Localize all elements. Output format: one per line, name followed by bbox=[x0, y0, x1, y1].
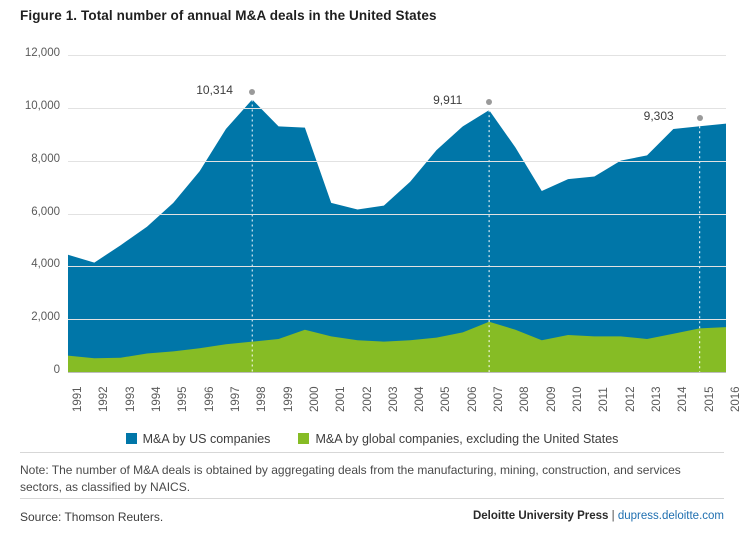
x-axis-tick-label: 2002 bbox=[361, 386, 374, 412]
gridline bbox=[68, 214, 726, 215]
gridline bbox=[68, 319, 726, 320]
x-axis-tick-label: 1996 bbox=[203, 386, 216, 412]
annotation-marker bbox=[249, 89, 255, 95]
gridline bbox=[68, 161, 726, 162]
x-axis-tick-label: 2001 bbox=[335, 386, 348, 412]
x-axis-tick-label: 2004 bbox=[414, 386, 427, 412]
x-axis-tick-label: 2003 bbox=[387, 386, 400, 412]
legend-label: M&A by US companies bbox=[142, 432, 271, 446]
area-series-us-companies bbox=[68, 100, 726, 372]
legend-item[interactable] bbox=[126, 432, 271, 446]
chart-legend bbox=[0, 432, 744, 446]
annotation-marker bbox=[697, 115, 703, 121]
annotation-label: 9,303 bbox=[643, 109, 674, 124]
y-axis-tick-label: 6,000 bbox=[31, 205, 60, 218]
x-axis-tick-label: 2012 bbox=[624, 386, 637, 412]
x-axis-tick-label: 2009 bbox=[545, 386, 558, 412]
x-axis-tick-label: 2006 bbox=[466, 386, 479, 412]
y-axis-tick-label: 0 bbox=[53, 364, 60, 376]
x-axis-tick-label: 2007 bbox=[493, 386, 506, 412]
page-title: Figure 1. Total number of annual M&A deals in the United States bbox=[20, 8, 437, 23]
x-axis-tick-label: 2008 bbox=[519, 386, 532, 412]
x-axis-tick-label: 1998 bbox=[256, 386, 269, 412]
credit-publisher: Deloitte University Press bbox=[472, 510, 609, 522]
y-axis-tick-label: 2,000 bbox=[31, 311, 60, 324]
figure-note: Note: The number of M&A deals is obtained by aggregating deals from the manufacturing, mining, construction, and services sectors, as classified by NAICS. bbox=[20, 463, 681, 494]
x-axis-tick-label: 1992 bbox=[98, 386, 111, 412]
y-axis-tick-label: 12,000 bbox=[24, 47, 60, 59]
x-axis-tick-label: 2011 bbox=[598, 387, 611, 412]
figure-credit bbox=[473, 510, 724, 522]
x-axis-tick-label: 2000 bbox=[308, 386, 321, 412]
x-axis-tick-label: 2010 bbox=[572, 386, 585, 412]
credit-url[interactable]: dupress.deloitte.com bbox=[617, 510, 724, 522]
gridline bbox=[68, 55, 726, 56]
annotation-label: 10,314 bbox=[196, 82, 233, 97]
legend-item[interactable] bbox=[298, 432, 618, 446]
x-axis-tick-label: 1994 bbox=[150, 386, 163, 412]
y-axis-tick-label: 4,000 bbox=[31, 258, 60, 271]
x-axis-tick-label: 1999 bbox=[282, 386, 295, 412]
figure-source: Source: Thomson Reuters. bbox=[20, 510, 164, 524]
x-axis-tick-label: 2013 bbox=[651, 386, 664, 412]
x-axis-tick-label: 2016 bbox=[730, 386, 742, 412]
annotation-label: 9,911 bbox=[433, 93, 463, 108]
x-axis-tick-label: 1995 bbox=[177, 386, 190, 412]
x-axis-tick-label: 1993 bbox=[124, 386, 137, 412]
legend-swatch bbox=[298, 433, 309, 444]
legend-label: M&A by global companies, excluding the United States bbox=[315, 432, 619, 446]
y-axis-tick-label: 10,000 bbox=[24, 99, 60, 112]
x-axis-tick-label: 2005 bbox=[440, 386, 453, 412]
x-axis-tick-label: 1991 bbox=[72, 386, 84, 412]
x-axis-line bbox=[68, 372, 726, 373]
gridline bbox=[68, 266, 726, 267]
x-axis-tick-label: 2015 bbox=[703, 386, 716, 412]
y-axis-tick-label: 8,000 bbox=[31, 152, 60, 165]
x-axis-tick-label: 1997 bbox=[229, 386, 242, 412]
credit-separator: | bbox=[611, 510, 615, 522]
divider-top bbox=[20, 452, 724, 453]
divider-bottom bbox=[20, 498, 724, 499]
gridline bbox=[68, 108, 726, 109]
legend-swatch bbox=[126, 433, 137, 444]
x-axis-tick-label: 2014 bbox=[677, 386, 690, 412]
